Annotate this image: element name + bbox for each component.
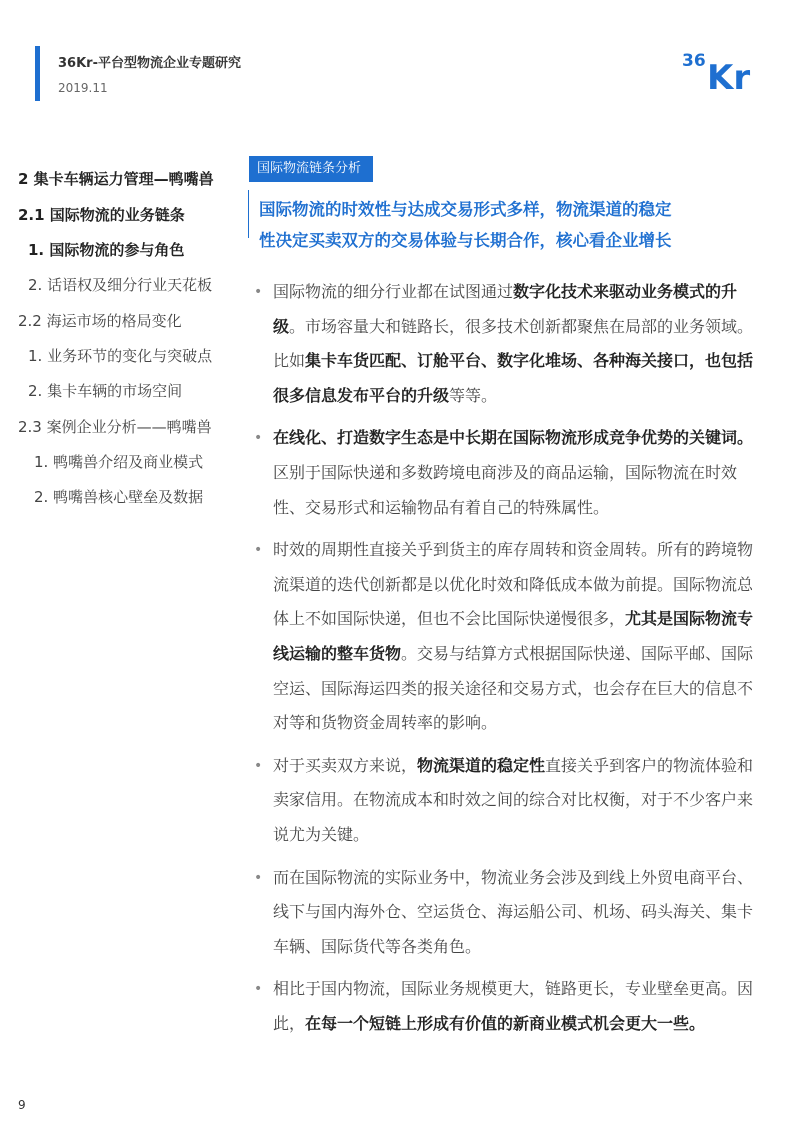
body-text: 对于买卖双方来说， (273, 755, 418, 775)
bold-text: 物流渠道的稳定性 (417, 755, 546, 775)
page-number: 9 (18, 1098, 26, 1112)
bullet-paragraph (254, 861, 766, 965)
section-tag: 国际物流链条分析 (249, 156, 373, 182)
bold-text: 集卡车货匹配、订舱平台、数字化堆场、各种海关接口，也包括很多信息发布平台的升级 (273, 351, 754, 405)
body-text: 相比于国内物流，国际业务规模更大，链路更长，专业壁垒更高。因此， (273, 979, 754, 1033)
header-accent-bar (35, 46, 40, 101)
body-text: 而在国际物流的实际业务中，物流业务会涉及到线上外贸电商平台、线下与国内海外仓、空运货仓、海运船公司、机场、码头海关、集卡车辆、国际货代等各类角色。 (273, 867, 754, 956)
headline-line: 国际物流的时效性与达成交易形式多样，物流渠道的稳定 (259, 200, 672, 219)
bullet-paragraph (254, 275, 766, 413)
bullet-paragraph (254, 533, 766, 741)
headline-line: 性决定买卖双方的交易体验与长期合作，核心看企业增长 (259, 231, 672, 250)
bold-text: 在每一个短链上形成有价值的新商业模式机会更大一些。 (305, 1013, 706, 1033)
bold-text: 在线化、打造数字生态是中长期在国际物流形成竞争优势的关键词。 (273, 428, 754, 448)
brand-logo (680, 48, 764, 92)
report-date: 2019.11 (58, 81, 108, 95)
toc-item[interactable]: 2.2 海运市场的格局变化 (18, 312, 182, 330)
bullet-list (254, 275, 766, 1049)
body-text: 国际物流的细分行业都在试图通过 (273, 282, 514, 301)
svg-text:36: 36 (682, 51, 706, 71)
toc-item[interactable]: 2. 话语权及细分行业天花板 (28, 276, 213, 294)
bullet-paragraph (254, 972, 766, 1041)
toc-item[interactable]: 1. 业务环节的变化与突破点 (28, 347, 213, 365)
toc-item[interactable]: 2. 集卡车辆的市场空间 (28, 382, 183, 400)
bold-text: 数字化技术来驱动业务模式的升级 (273, 282, 738, 336)
body-text: 。交易与结算方式根据国际快递、国际平邮、国际空运、国际海运四类的报关途径和交易方式，也会存在巨大的信息不对等和货物资金周转率的影响。 (273, 643, 754, 733)
toc-item[interactable]: 2.1 国际物流的业务链条 (18, 206, 185, 224)
toc-item[interactable]: 2. 鸭嘴兽核心壁垒及数据 (34, 488, 204, 506)
toc-item[interactable]: 2 集卡车辆运力管理—鸭嘴兽 (18, 170, 214, 188)
body-text: 等等。 (449, 385, 498, 405)
body-text: 时效的周期性直接关乎到货主的库存周转和资金周转。所有的跨境物流渠道的迭代创新都是以优化时效和降低成本做为前提。国际物流总体上不如国际快递，但也不会比国际快递慢很多， (273, 540, 754, 629)
toc-item[interactable]: 2.3 案例企业分析——鸭嘴兽 (18, 418, 212, 436)
section-headline (259, 194, 759, 256)
bullet-paragraph (254, 421, 766, 525)
body-text: 直接关乎到客户的物流体验和卖家信用。在物流成本和时效之间的综合对比权衡，对于不少客户来说尤为关键。 (273, 755, 754, 844)
svg-text:Kr: Kr (707, 58, 751, 92)
bold-text: 尤其是国际物流专线运输的整车货物 (273, 609, 754, 663)
body-text: 。市场容量大和链路长，很多技术创新都聚焦在局部的业务领域。比如 (273, 316, 754, 371)
toc-item[interactable]: 1. 鸭嘴兽介绍及商业模式 (34, 453, 204, 471)
body-text: 区别于国际快递和多数跨境电商涉及的商品运输，国际物流在时效性、交易形式和运输物品有着自己的特殊属性。 (273, 462, 738, 517)
section-divider (248, 190, 249, 238)
toc-item-active[interactable]: 1. 国际物流的参与角色 (28, 241, 185, 259)
report-title: 36Kr-平台型物流企业专题研究 (58, 56, 241, 71)
bullet-paragraph (254, 749, 766, 853)
